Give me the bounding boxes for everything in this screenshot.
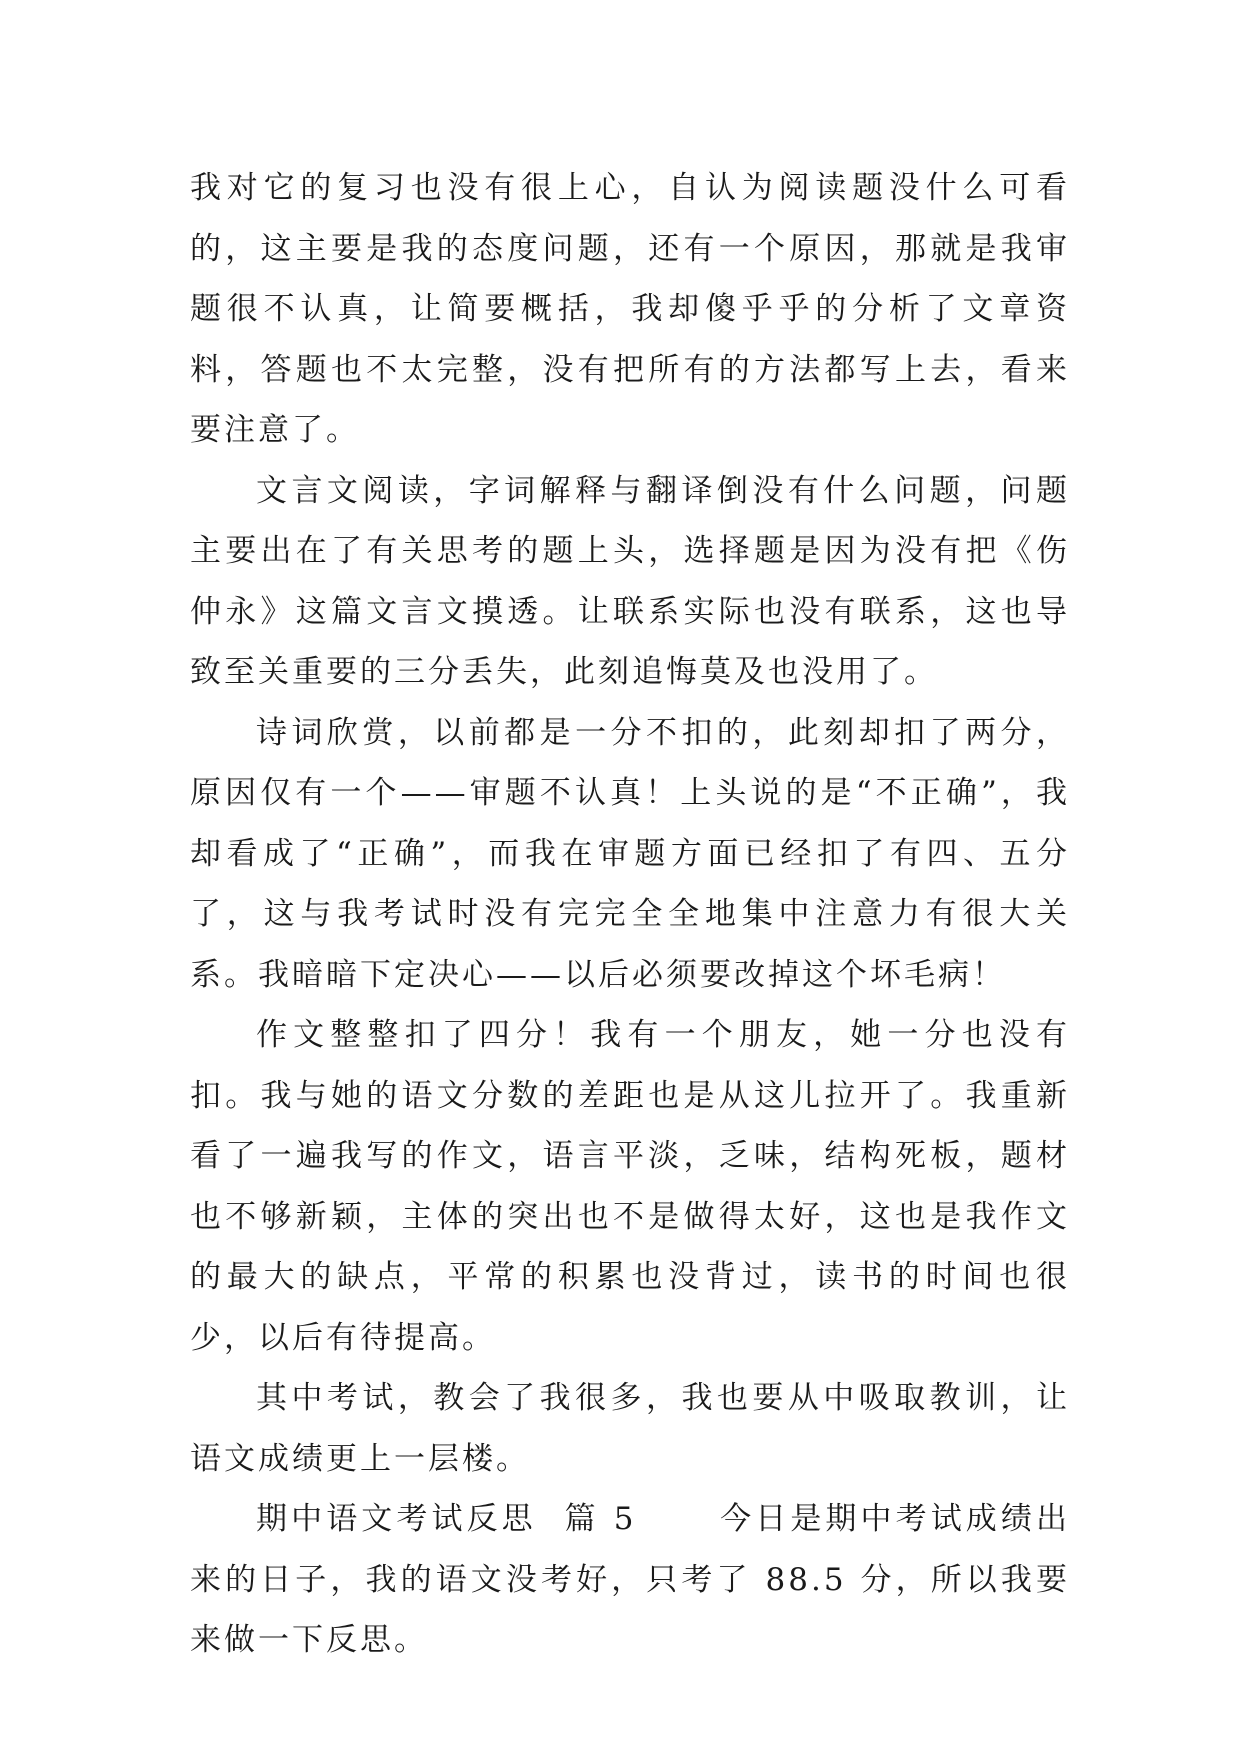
document-page: [190, 158, 1070, 1671]
paragraph-section-5-intro: 期中语文考试反思 篇 5 今日是期中考试成绩出来的日子，我的语文没考好，只考了 88.5 分，所以我要来做一下反思。: [190, 1501, 1070, 1658]
paragraph-classical-chinese: 文言文阅读，字词解释与翻译倒没有什么问题，问题主要出在了有关思考的题上头，选择题是因为没有把《伤仲永》这篇文言文摸透。让联系实际也没有联系，这也导致至关重要的三分丢失，此刻追悔莫及也没用了。: [190, 472, 1070, 690]
paragraph-composition: 作文整整扣了四分！我有一个朋友，她一分也没有扣。我与她的语文分数的差距也是从这儿拉开了。我重新看了一遍我写的作文，语言平淡，乏味，结构死板，题材也不够新颖，主体的突出也不是做得太好，这也是我作文的最大的缺点，平常的积累也没背过，读书的时间也很少，以后有待提高。: [190, 1017, 1070, 1356]
paragraph-conclusion: 其中考试，教会了我很多，我也要从中吸取教训，让语文成绩更上一层楼。: [190, 1380, 1070, 1477]
paragraph-reading-review: 我对它的复习也没有很上心，自认为阅读题没什么可看的，这主要是我的态度问题，还有一个原因，那就是我审题很不认真，让简要概括，我却傻乎乎的分析了文章资料，答题也不太完整，没有把所有的方法都写上去，看来要注意了。: [190, 170, 1070, 448]
paragraph-poetry-appreciation: 诗词欣赏，以前都是一分不扣的，此刻却扣了两分，原因仅有一个——审题不认真！上头说的是“不正确”，我却看成了“正确”，而我在审题方面已经扣了有四、五分了，这与我考试时没有完完全全地集中注意力有很大关系。我暗暗下定决心——以后必须要改掉这个坏毛病！: [190, 714, 1070, 993]
